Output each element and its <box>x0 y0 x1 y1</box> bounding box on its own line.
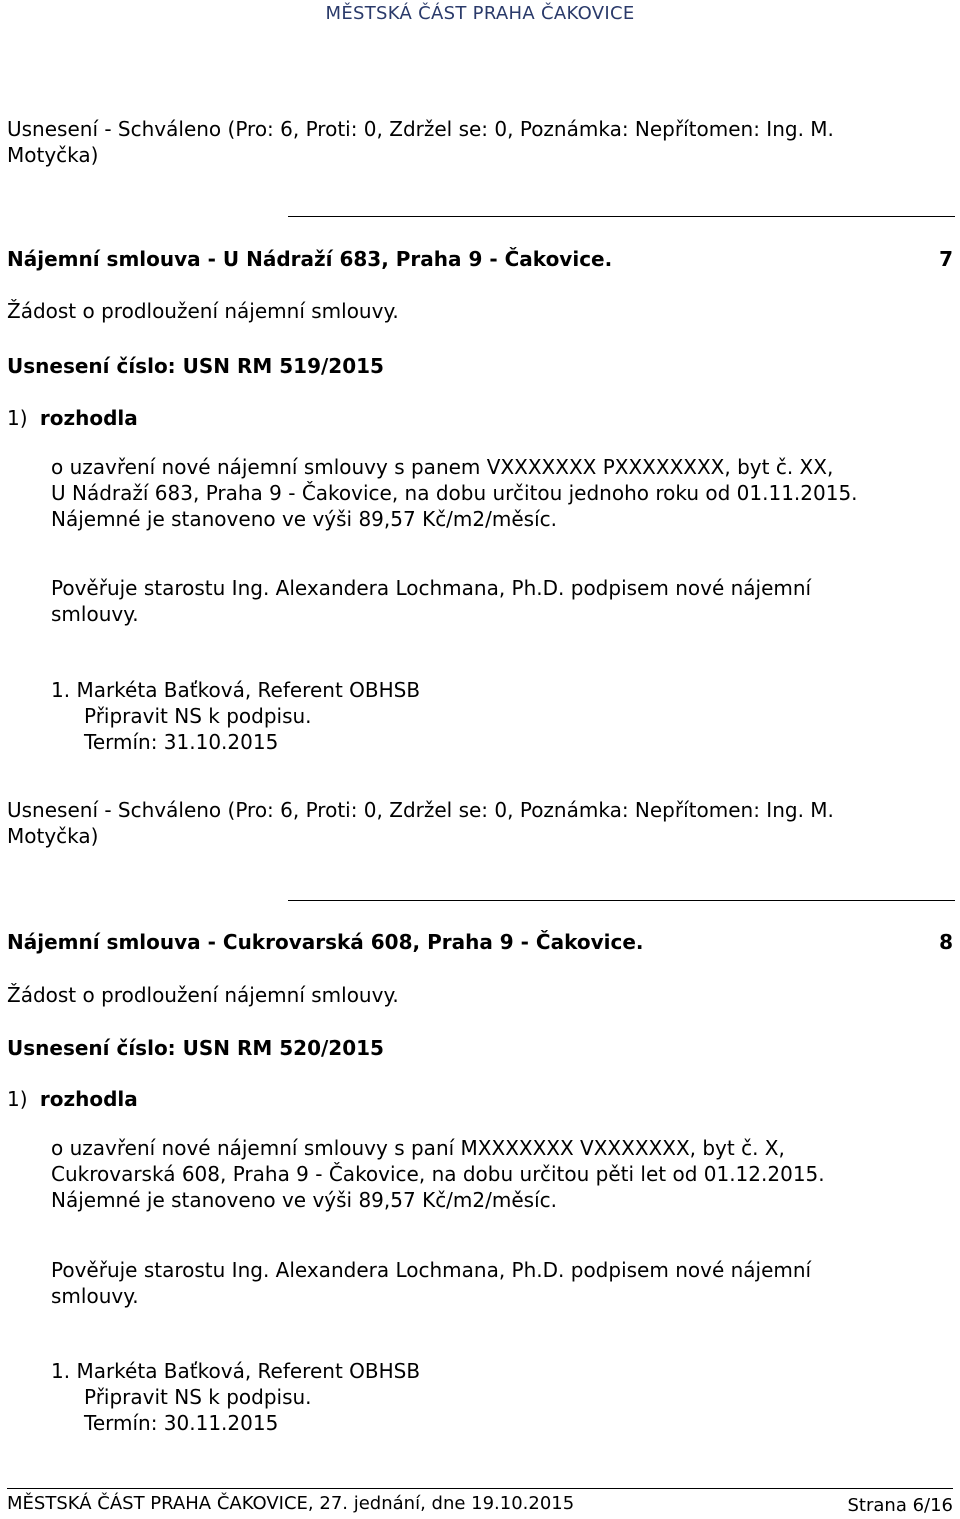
vote-result-line: Motyčka) <box>7 143 99 167</box>
task-responsible: 1. Markéta Baťková, Referent OBHSB <box>51 1359 421 1383</box>
decision-text: o uzavření nové nájemní smlouvy s paní MXXXXXXX VXXXXXXX, byt č. X, <box>51 1136 785 1160</box>
authorization-text: Pověřuje starostu Ing. Alexandera Lochmana, Ph.D. podpisem nové nájemní <box>51 576 812 600</box>
resolution-number: Usnesení číslo: USN RM 519/2015 <box>7 354 384 378</box>
decision-text: Nájemné je stanoveno ve výši 89,57 Kč/m2/měsíc. <box>51 507 557 531</box>
decision-text: Cukrovarská 608, Praha 9 - Čakovice, na dobu určitou pěti let od 01.12.2015. <box>51 1162 825 1186</box>
item-request: Žádost o prodloužení nájemní smlouvy. <box>7 983 399 1007</box>
footer-divider <box>7 1488 953 1489</box>
decision-label: 1) rozhodla <box>7 1087 138 1111</box>
section-divider <box>288 216 955 217</box>
decision-text: o uzavření nové nájemní smlouvy s panem VXXXXXXX PXXXXXXXX, byt č. XX, <box>51 455 834 479</box>
section-divider <box>288 900 955 901</box>
item-request: Žádost o prodloužení nájemní smlouvy. <box>7 299 399 323</box>
vote-result-line: Usnesení - Schváleno (Pro: 6, Proti: 0, Zdržel se: 0, Poznámka: Nepřítomen: Ing. M. <box>7 798 834 822</box>
task-deadline: Termín: 31.10.2015 <box>84 730 279 754</box>
page-header: MĚSTSKÁ ČÁST PRAHA ČAKOVICE <box>325 3 635 24</box>
vote-result-line: Usnesení - Schváleno (Pro: 6, Proti: 0, Zdržel se: 0, Poznámka: Nepřítomen: Ing. M. <box>7 117 834 141</box>
decision-label: 1) rozhodla <box>7 406 138 430</box>
decision-text: U Nádraží 683, Praha 9 - Čakovice, na dobu určitou jednoho roku od 01.11.2015. <box>51 481 858 505</box>
vote-result-line: Motyčka) <box>7 824 99 848</box>
decision-text: Nájemné je stanoveno ve výši 89,57 Kč/m2/měsíc. <box>51 1188 557 1212</box>
task-description: Připravit NS k podpisu. <box>84 1385 312 1409</box>
item-title: Nájemní smlouva - U Nádraží 683, Praha 9 - Čakovice. <box>7 247 613 271</box>
authorization-text: Pověřuje starostu Ing. Alexandera Lochmana, Ph.D. podpisem nové nájemní <box>51 1258 812 1282</box>
page-number: Strana 6/16 <box>847 1495 953 1516</box>
resolution-number: Usnesení číslo: USN RM 520/2015 <box>7 1036 384 1060</box>
authorization-text: smlouvy. <box>51 1284 139 1308</box>
task-description: Připravit NS k podpisu. <box>84 704 312 728</box>
task-responsible: 1. Markéta Baťková, Referent OBHSB <box>51 678 421 702</box>
footer-text: MĚSTSKÁ ČÁST PRAHA ČAKOVICE, 27. jednání, dne 19.10.2015 <box>7 1493 575 1514</box>
authorization-text: smlouvy. <box>51 602 139 626</box>
item-number: 8 <box>939 930 953 954</box>
task-deadline: Termín: 30.11.2015 <box>84 1411 279 1435</box>
item-title: Nájemní smlouva - Cukrovarská 608, Praha 9 - Čakovice. <box>7 930 644 954</box>
item-number: 7 <box>939 247 953 271</box>
